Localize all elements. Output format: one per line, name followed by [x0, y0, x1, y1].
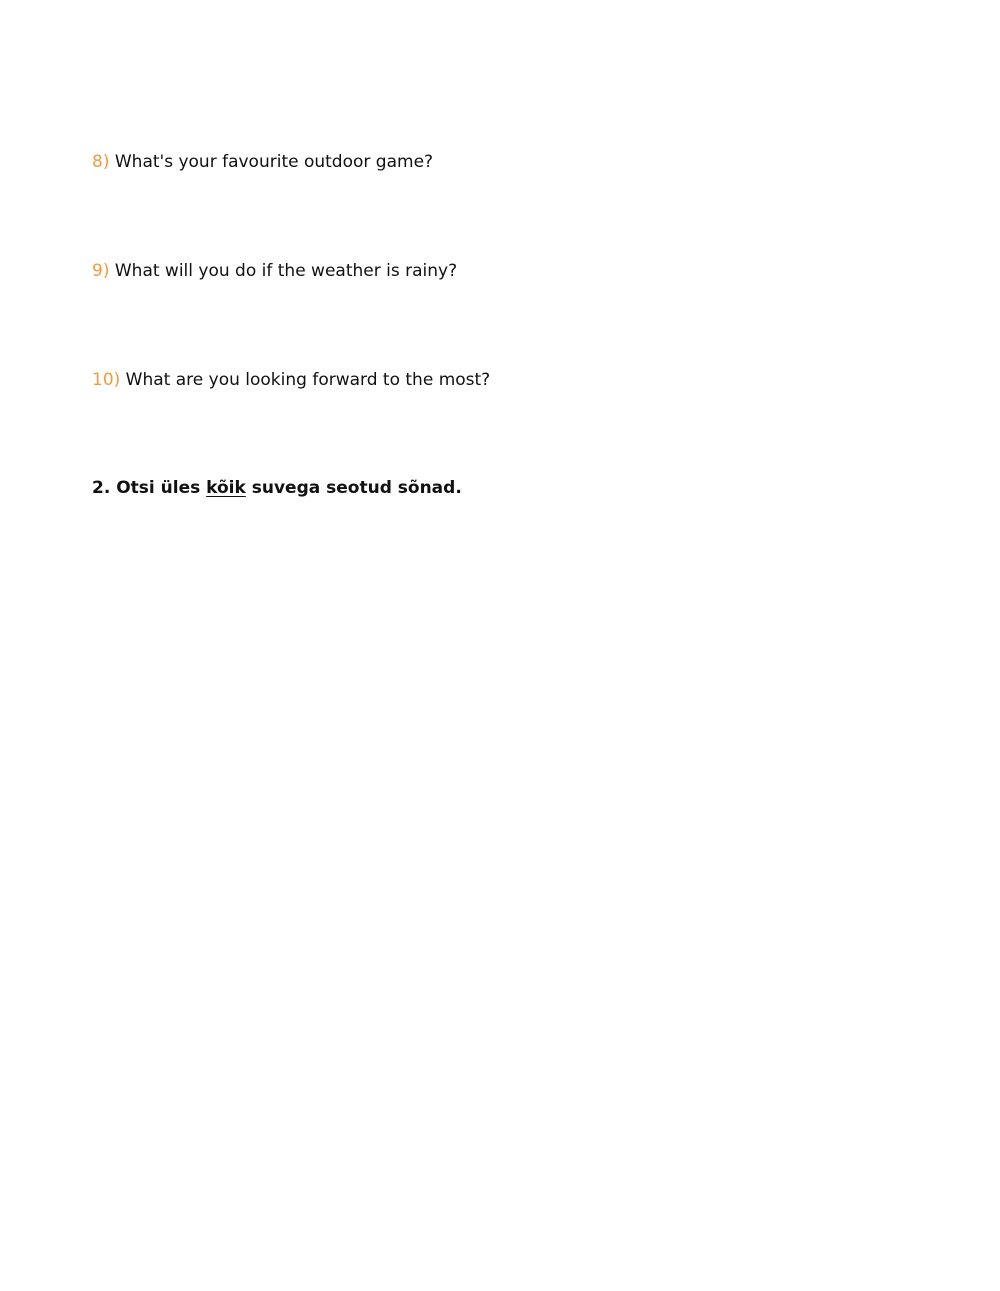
- question-text: What will you do if the weather is rainy?: [114, 261, 458, 281]
- question-text: What's your favourite outdoor game?: [114, 152, 434, 172]
- task-2-heading: [92, 477, 462, 499]
- question-number: 10): [92, 370, 121, 390]
- question-8: [92, 151, 433, 173]
- question-9: [92, 260, 457, 282]
- question-10: [92, 369, 490, 391]
- question-number: 8): [92, 152, 110, 172]
- task-heading-suffix: suvega seotud sõnad.: [251, 478, 462, 498]
- task-heading-emphasis: kõik: [206, 478, 246, 498]
- question-text: What are you looking forward to the most?: [125, 370, 491, 390]
- question-number: 9): [92, 261, 110, 281]
- task-heading-prefix: 2. Otsi üles: [92, 478, 201, 498]
